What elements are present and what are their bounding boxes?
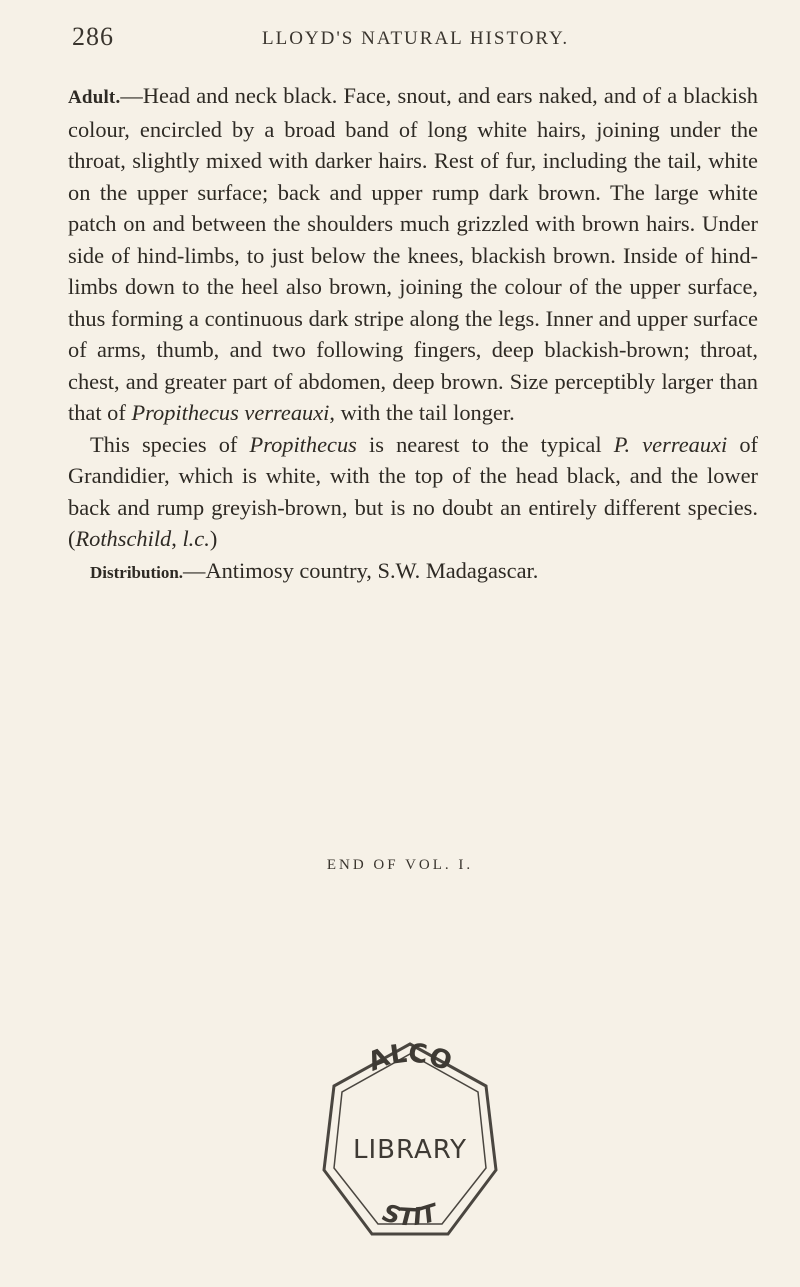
paragraph-distribution — [68, 555, 758, 589]
library-stamp — [300, 1020, 520, 1260]
running-title: LLOYD'S NATURAL HISTORY. — [262, 28, 570, 49]
species-note-text-2: is nearest to the typical — [356, 431, 614, 457]
paragraph-adult-tail: , with the tail longer. — [329, 400, 515, 425]
stamp-top-text: ALCO — [363, 1038, 456, 1078]
genus-name: Propithecus — [249, 431, 357, 457]
end-of-volume-note: END OF VOL. I. — [326, 857, 474, 873]
species-note-text-5: ) — [209, 526, 218, 551]
citation-loc: l.c. — [182, 526, 210, 551]
stamp-bottom-text: STIT — [379, 1198, 441, 1232]
paragraph-species-note — [68, 429, 758, 555]
paragraph-adult-text: —Head and neck black. Face, snout, and ears naked, and of a blackish colour, encircled by a broad band of long white hairs, joining under the throat, slightly mixed with darker hairs. Rest of fur, including the tail, white on the upper surface; back and upper rump dark brown. The large white patch on and between the shoulders much grizzled with brown hairs. Under side of hind-limbs, to just below the knees, blackish brown. Inside of hind-limbs down to the heel also brown, joining the colour of the upper surface, thus forming a continuous dark stripe along the legs. Inner and upper surface of arms, thumb, and two following fingers, deep blackish-brown; throat, chest, and greater part of abdomen, deep brown. Size perceptibly larger than that of — [68, 83, 758, 425]
page-number: 286 — [72, 22, 114, 51]
body-text — [68, 80, 758, 588]
species-note-text-4: , — [171, 526, 183, 551]
distribution-text: —Antimosy country, S.W. Madagascar. — [183, 557, 539, 583]
species-note-text-1: This species of — [90, 431, 250, 457]
citation-author: Rothschild — [75, 526, 172, 551]
species-note-text-3: of Grandidier, which is white, with the top of the head black, and the lower back and rump greyish-brown, but is no doubt an entirely different species. ( — [68, 431, 758, 551]
paragraph-adult — [68, 80, 758, 429]
stamp-center-text: LIBRARY — [352, 1135, 468, 1165]
species-name: Propithecus verreauxi — [131, 400, 330, 425]
paragraph-lead-distribution: Distribution. — [90, 562, 184, 582]
species-name-abbrev: P. verreauxi — [613, 431, 728, 457]
paragraph-lead-adult: Adult. — [68, 87, 121, 108]
running-head — [72, 22, 760, 62]
library-stamp-graphic — [300, 1020, 520, 1260]
